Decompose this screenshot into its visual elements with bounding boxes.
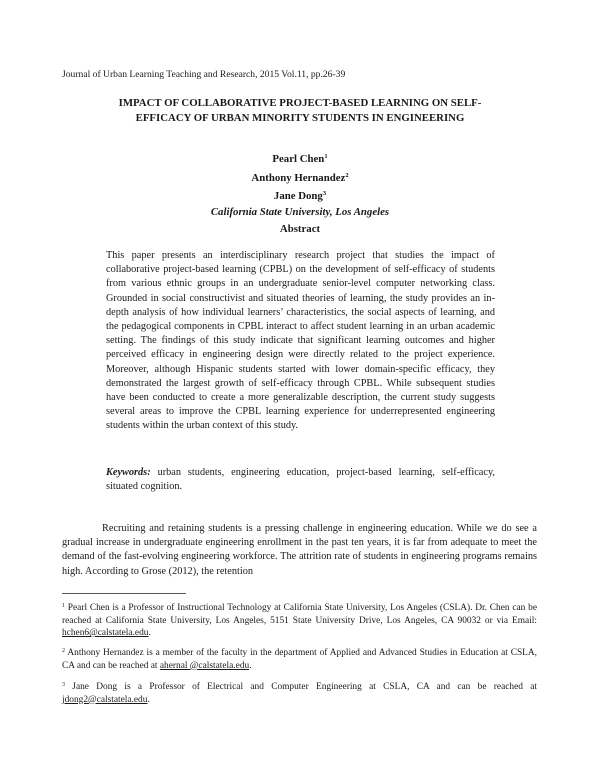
keywords: Keywords: urban students, engineering education, project-based learning, self-efficacy, situated cognition. xyxy=(106,467,495,493)
footnote-1 xyxy=(62,600,537,640)
footnote-text: Jane Dong is a Professor of Electrical and Computer Engineering at CSLA, CA and can be reached at xyxy=(72,682,537,692)
body-paragraph: Recruiting and retaining students is a pressing challenge in engineering education. While we do see a gradual increase in undergraduate engineering enrollment in the past ten years, it is far from adequate to meet the demand of the fast-evolving engineering workforce. The attrition rate of students in engineering programs remains high. According to Grose (2012), the retention xyxy=(62,523,537,577)
footnote-end: . xyxy=(148,628,151,639)
footnote-mark: 1 xyxy=(324,153,328,160)
footnote-end: . xyxy=(147,694,150,705)
footnote-3 xyxy=(62,679,537,706)
footnote-mark: 3 xyxy=(322,190,327,197)
paper-title xyxy=(60,96,540,126)
author-name: Anthony Hernandez xyxy=(251,171,346,184)
title-line-1: IMPACT OF COLLABORATIVE PROJECT-BASED LEARNING ON SELF- xyxy=(118,97,482,109)
author-block xyxy=(60,149,540,220)
email-link[interactable]: hchen6@calstatela.edu xyxy=(62,628,149,639)
author-name: Pearl Chen xyxy=(272,153,325,165)
footnote-2 xyxy=(62,645,537,672)
email-link[interactable]: ahernal @calstatela.edu xyxy=(159,660,250,671)
author-2 xyxy=(60,168,540,187)
footnote-divider xyxy=(62,593,186,594)
footnote-text: Pearl Chen is a Professor of Instructional Technology at California State University, Los Angeles (CSLA). Dr. Chen can be reached at California State University, Los Angeles, 5151 State University Drive, Los Angeles, CA 90032 or via Email: xyxy=(62,603,538,626)
journal-citation: Journal of Urban Learning Teaching and Research, 2015 Vol.11, pp.26-39 xyxy=(62,69,346,80)
author-3 xyxy=(60,186,540,205)
abstract-heading: Abstract xyxy=(279,223,321,235)
footnote-mark: 3 xyxy=(62,682,65,688)
footnote-mark: 1 xyxy=(62,603,65,609)
author-affiliation: California State University, Los Angeles xyxy=(210,205,390,218)
email-link[interactable]: jdong2@calstatela.edu xyxy=(62,694,148,705)
footnote-mark: 2 xyxy=(62,648,65,654)
keywords-label: Keywords xyxy=(106,467,148,478)
keywords-text: urban students, engineering education, project-based learning, self-efficacy, situated cognition. xyxy=(106,467,495,493)
title-line-2: EFFICACY OF URBAN MINORITY STUDENTS IN ENGINEERING xyxy=(135,112,465,124)
author-1 xyxy=(60,149,540,168)
author-name: Jane Dong xyxy=(273,190,323,202)
abstract-text: This paper presents an interdisciplinary research project that studies the impact of collaborative project-based learning (CPBL) on the development of self-efficacy of students from various ethnic groups in an undergraduate senior-level computer networking class. Grounded in social constructivist and situated theories of learning, the study provides an in-depth analysis of how individual learners’ characteristics, the social aspects of learning, and the pedagogical components in CPBL interact to affect student learning in an urban academic setting. The findings of this study indicate that significant learning outcomes and higher perceived efficacy in engineering design were directly related to the project experience. Moreover, although Hispanic students started with lower domain-specific efficacy, they demonstrated the largest growth of self-efficacy through CPBL. While subsequent studies have been conducted to create a more generalizable description, the current study suggests several areas to improve the CPBL learning experience for underrepresented engineering students within the urban context of this study. xyxy=(106,250,495,432)
footnote-mark: 2 xyxy=(345,171,349,179)
footnote-end: . xyxy=(249,660,252,671)
footnote-text: Anthony Hernandez is a member of the faculty in the department of Applied and Advanced Studies in Education at CSLA, CA and can be reached at xyxy=(62,648,538,671)
